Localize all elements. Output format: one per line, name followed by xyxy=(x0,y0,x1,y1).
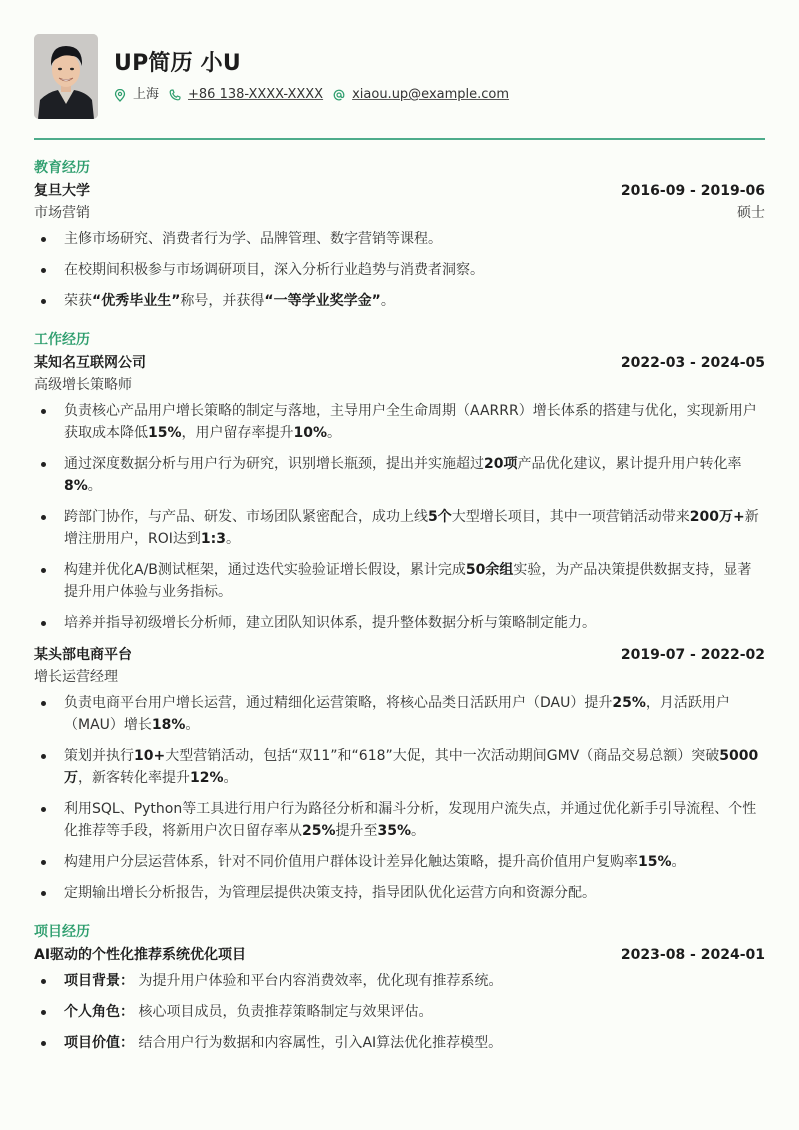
bullet-text: 称号，并获得 xyxy=(180,293,265,309)
entry xyxy=(34,180,765,312)
bullet-item xyxy=(34,1001,765,1023)
section-title: 教育经历 xyxy=(34,160,90,176)
education-entries xyxy=(34,180,765,312)
bullet-text: 核心项目成员，负责推荐策略制定与效果评估。 xyxy=(134,1004,433,1020)
phone-icon xyxy=(169,89,181,101)
bullet-text: 。 xyxy=(225,531,240,547)
header-info xyxy=(114,34,519,104)
bullet-text: ，月活跃用户（MAU）增长 xyxy=(64,695,730,733)
bullet-item xyxy=(34,692,765,736)
bullet-text: 。 xyxy=(411,823,426,839)
bullet-text: 产品优化建议，累计提升用户转化率 xyxy=(517,456,742,472)
bullet-item xyxy=(34,882,765,904)
highlight-text: 10% xyxy=(293,425,328,441)
entry-organization: 某头部电商平台 xyxy=(34,647,132,663)
highlight-text: 项目背景： xyxy=(64,973,134,989)
entry-header xyxy=(34,944,765,966)
bullet-text: 定期输出增长分析报告，为管理层提供决策支持，指导团队优化运营方向和资源分配。 xyxy=(64,885,596,901)
highlight-text: “优秀毕业生” xyxy=(92,293,181,309)
entry-role: 高级增长策略师 xyxy=(34,377,132,393)
bullet-text: 培养并指导初级增长分析师，建立团队知识体系，提升整体数据分析与策略制定能力。 xyxy=(64,615,596,631)
bullet-item xyxy=(34,851,765,873)
entry-organization: 某知名互联网公司 xyxy=(34,355,146,371)
entry-date-range: 2022-03 - 2024-05 xyxy=(620,355,765,371)
bullet-text: 荣获 xyxy=(64,293,92,309)
highlight-text: 35% xyxy=(377,823,412,839)
entry-degree: 硕士 xyxy=(737,205,765,221)
avatar-photo xyxy=(34,34,98,119)
contact-location xyxy=(114,86,159,104)
highlight-text: 8% xyxy=(64,478,88,494)
bullet-item xyxy=(34,1032,765,1054)
entry-subheader xyxy=(34,666,765,688)
highlight-text: 25% xyxy=(612,695,646,711)
phone-link[interactable]: +86 138-XXXX-XXXX xyxy=(188,87,324,102)
bullet-item xyxy=(34,745,765,789)
entry-date-range: 2016-09 - 2019-06 xyxy=(620,183,765,199)
highlight-text: 25% xyxy=(302,823,336,839)
email-link[interactable]: xiaou.up@example.com xyxy=(352,87,510,102)
entry-organization: 复旦大学 xyxy=(34,183,90,199)
bullet-text: ，用户留存率提升 xyxy=(181,425,294,441)
highlight-text: 200万+ xyxy=(689,509,745,525)
entry-header xyxy=(34,644,765,666)
bullet-text: 。 xyxy=(380,293,395,309)
bullet-item xyxy=(34,970,765,992)
highlight-text: 15% xyxy=(148,425,182,441)
bullet-item xyxy=(34,612,765,634)
highlight-text: 12% xyxy=(190,770,224,786)
projects-entries xyxy=(34,944,765,1054)
highlight-text: “一等学业奖学金” xyxy=(264,293,381,309)
bullet-text: 结合用户行为数据和内容属性，引入AI算法优化推荐模型。 xyxy=(134,1035,503,1051)
bullet-item xyxy=(34,290,765,312)
bullet-list xyxy=(34,970,765,1054)
bullet-text: 构建并优化A/B测试框架，通过迭代实验验证增长假设，累计完成 xyxy=(64,562,466,578)
bullet-text: 。 xyxy=(327,425,342,441)
highlight-text: 20项 xyxy=(484,456,518,472)
bullet-text: 。 xyxy=(185,717,200,733)
bullet-list xyxy=(34,228,765,312)
highlight-text: 5个 xyxy=(428,509,452,525)
entry-role: 增长运营经理 xyxy=(34,669,118,685)
entry-date-range: 2023-08 - 2024-01 xyxy=(620,947,765,963)
bullet-text: 大型营销活动，包括“双11”和“618”大促，其中一次活动期间GMV（商品交易总额）突破 xyxy=(165,748,720,764)
contact-email xyxy=(333,86,509,104)
entry-subheader xyxy=(34,202,765,224)
entry-header xyxy=(34,180,765,202)
header-divider xyxy=(34,138,765,140)
location-pin-icon xyxy=(114,89,126,102)
bullet-text: 主修市场研究、消费者行为学、品牌管理、数字营销等课程。 xyxy=(64,231,442,247)
location-text: 上海 xyxy=(133,87,160,102)
highlight-text: 50余组 xyxy=(465,562,514,578)
bullet-item xyxy=(34,506,765,550)
entry xyxy=(34,944,765,1054)
entry-header xyxy=(34,352,765,374)
section-title: 工作经历 xyxy=(34,332,90,348)
bullet-text: 构建用户分层运营体系，针对不同价值用户群体设计差异化触达策略，提升高价值用户复购率 xyxy=(64,854,638,870)
contact-row xyxy=(114,86,519,104)
bullet-text: 跨部门协作，与产品、研发、市场团队紧密配合，成功上线 xyxy=(64,509,428,525)
bullet-text: 大型增长项目，其中一项营销活动带来 xyxy=(451,509,690,525)
highlight-text: 15% xyxy=(638,854,672,870)
bullet-list xyxy=(34,400,765,634)
candidate-name: UP简历 小U xyxy=(114,51,241,76)
highlight-text: 5000万 xyxy=(64,748,759,786)
bullet-text: 。 xyxy=(87,478,102,494)
entry-subheader xyxy=(34,374,765,396)
entry xyxy=(34,644,765,904)
bullet-item xyxy=(34,453,765,497)
bullet-text: 策划并执行 xyxy=(64,748,134,764)
highlight-text: 1:3 xyxy=(200,531,226,547)
resume-header xyxy=(34,0,765,120)
highlight-text: 18% xyxy=(151,717,186,733)
entry-organization: AI驱动的个性化推荐系统优化项目 xyxy=(34,947,247,963)
bullet-item xyxy=(34,798,765,842)
entry-role: 市场营销 xyxy=(34,205,90,221)
highlight-text: 个人角色： xyxy=(64,1004,134,1020)
bullet-list xyxy=(34,692,765,904)
work-section xyxy=(34,330,765,904)
highlight-text: 10+ xyxy=(134,748,166,764)
contact-phone xyxy=(169,86,323,104)
bullet-item xyxy=(34,259,765,281)
work-entries xyxy=(34,352,765,904)
entry-date-range: 2019-07 - 2022-02 xyxy=(620,647,765,663)
section-title: 项目经历 xyxy=(34,924,90,940)
bullet-text: 为提升用户体验和平台内容消费效率，优化现有推荐系统。 xyxy=(134,973,503,989)
highlight-text: 项目价值： xyxy=(64,1035,134,1051)
bullet-text: 负责核心产品用户增长策略的制定与落地，主导用户全生命周期（AARRR）增长体系的搭建与优化，实现新用户获取成本降低 xyxy=(64,403,757,441)
bullet-text: 在校期间积极参与市场调研项目，深入分析行业趋势与消费者洞察。 xyxy=(64,262,484,278)
bullet-item xyxy=(34,228,765,250)
portrait-icon xyxy=(34,34,98,119)
bullet-text: 提升至 xyxy=(335,823,378,839)
bullet-text: 实验，为产品决策提供数据支持，显著提升用户体验与业务指标。 xyxy=(64,562,752,600)
entry xyxy=(34,352,765,634)
bullet-text: 负责电商平台用户增长运营，通过精细化运营策略，将核心品类日活跃用户（DAU）提升 xyxy=(64,695,613,711)
bullet-item xyxy=(34,559,765,603)
projects-section xyxy=(34,922,765,1054)
bullet-text: 通过深度数据分析与用户行为研究，识别增长瓶颈，提出并实施超过 xyxy=(64,456,484,472)
at-sign-icon xyxy=(333,89,345,101)
bullet-text: 。 xyxy=(223,770,238,786)
bullet-text: 新增注册用户，ROI达到 xyxy=(64,509,759,547)
bullet-text: ，新客转化率提升 xyxy=(78,770,190,786)
bullet-text: 。 xyxy=(671,854,686,870)
bullet-text: 利用SQL、Python等工具进行用户行为路径分析和漏斗分析，发现用户流失点，并通过优化新手引导流程、个性化推荐等手段，将新用户次日留存率从 xyxy=(64,801,757,839)
education-section xyxy=(34,158,765,312)
bullet-item xyxy=(34,400,765,444)
